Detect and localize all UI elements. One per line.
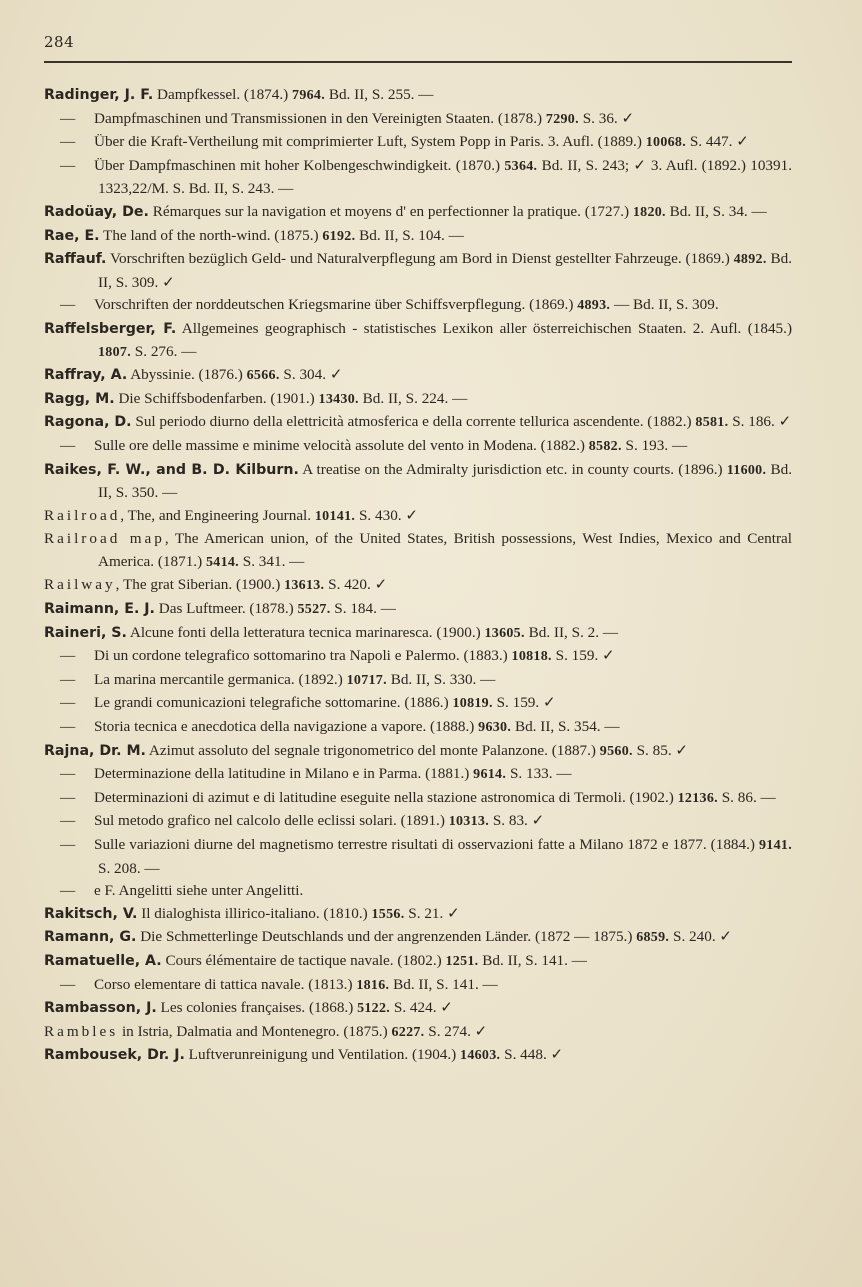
entry-catalog-number: 6859. bbox=[636, 930, 670, 946]
ditto-dash: — bbox=[60, 109, 76, 127]
entry-reference: Bd. II, S. 104. — bbox=[355, 226, 464, 244]
entry-reference: S. 304. ✓ bbox=[279, 366, 343, 384]
entry-title: Vorschriften der norddeutschen Kriegsmarine über Schiffsverpflegung. (1869.) bbox=[94, 296, 578, 314]
entry-reference: Bd. II, S. 224. — bbox=[358, 389, 468, 407]
entry-reference: S. 424. ✓ bbox=[390, 999, 454, 1017]
ditto-dash: — bbox=[60, 647, 76, 665]
catalog-entries bbox=[44, 84, 792, 1068]
entry-catalog-number: 14603. bbox=[460, 1048, 501, 1064]
entry-catalog-number: 13430. bbox=[318, 391, 359, 407]
entry-catalog-number: 1820. bbox=[632, 204, 666, 220]
entry-reference: S. 186. ✓ bbox=[728, 413, 792, 431]
entry-reference: Bd. II, S. 309. ✓ bbox=[98, 250, 792, 291]
catalog-entry bbox=[44, 248, 792, 294]
catalog-subentry bbox=[44, 294, 792, 318]
entry-reference: S. 274. ✓ bbox=[424, 1022, 488, 1040]
catalog-entry bbox=[44, 388, 792, 412]
entry-reference: S. 159. ✓ bbox=[551, 647, 615, 665]
entry-title: Determinazioni di azimut e di latitudine eseguite nella stazione astronomica di Termoli. (1902.) bbox=[94, 788, 678, 806]
entry-author: Raikes, F. W., and B. D. Kilburn. bbox=[44, 461, 299, 478]
catalog-entry bbox=[44, 318, 792, 364]
entry-catalog-number: 5527. bbox=[297, 602, 331, 618]
entry-title: Sul periodo diurno della elettricità atmosferica e della corrente tellurica ascendente. (1882.) bbox=[131, 413, 696, 431]
entry-author: Ragona, D. bbox=[44, 414, 132, 431]
entry-reference: S. 420. ✓ bbox=[324, 576, 388, 594]
entry-title: in Istria, Dalmatia and Montenegro. (1875.) bbox=[118, 1022, 392, 1040]
entry-title: Sulle ore delle massime e minime velocità assolute del vento in Modena. (1882.) bbox=[94, 436, 589, 454]
catalog-subentry bbox=[44, 974, 792, 998]
entry-reference: Bd. II, S. 34. — bbox=[665, 202, 767, 220]
entry-author: Radoüay, De. bbox=[44, 203, 149, 220]
entry-author: Ramann, G. bbox=[44, 929, 137, 946]
entry-catalog-number: 8582. bbox=[588, 438, 622, 454]
entry-title: e F. Angelitti siehe unter bbox=[94, 882, 246, 900]
entry-author: Raffelsberger, F. bbox=[44, 320, 177, 337]
entry-reference: S. 448. ✓ bbox=[500, 1046, 564, 1064]
entry-title: Rémarques sur la navigation et moyens d' en perfectionner la pratique. (1727.) bbox=[148, 202, 633, 220]
entry-keyword: Railroad bbox=[44, 506, 121, 524]
entry-title: Dampfmaschinen und Transmissionen in den Vereinigten Staaten. (1878.) bbox=[94, 109, 546, 127]
entry-catalog-number: 4892. bbox=[733, 252, 767, 268]
ditto-dash: — bbox=[60, 156, 76, 174]
entry-author: Rambousek, Dr. J. bbox=[44, 1047, 185, 1064]
entry-title: Azimut assoluto del segnale trigonometrico del monte Palanzone. (1887.) bbox=[145, 741, 600, 759]
catalog-subentry bbox=[44, 645, 792, 669]
catalog-entry bbox=[44, 997, 792, 1021]
entry-catalog-number: 9614. bbox=[473, 767, 507, 783]
catalog-entry bbox=[44, 528, 792, 574]
entry-title: Alcune fonti della letteratura tecnica marinaresca. (1900.) bbox=[126, 623, 485, 641]
entry-reference: Bd. II, S. 243; ✓ 3. Aufl. (1892.) 10391. 1323,22/M. S. Bd. II, S. 243. — bbox=[98, 156, 792, 198]
entry-title: Die Schiffsbodenfarben. (1901.) bbox=[114, 389, 319, 407]
entry-catalog-number: 10068. bbox=[645, 135, 687, 151]
entry-title: Luftverunreinigung und Ventilation. (1904.) bbox=[184, 1046, 461, 1064]
entry-catalog-number: 10818. bbox=[511, 649, 552, 665]
entry-catalog-number: 7964. bbox=[292, 88, 326, 103]
entry-title: Das Luftmeer. (1878.) bbox=[154, 600, 298, 618]
entry-reference: Bd. II, S. 2. — bbox=[524, 623, 619, 641]
ditto-dash: — bbox=[60, 975, 76, 993]
entry-catalog-number: 1251. bbox=[445, 953, 479, 969]
entry-reference: Bd. II, S. 141. — bbox=[478, 951, 587, 969]
ditto-dash: — bbox=[60, 694, 76, 712]
entry-title: Abyssinie. (1876.) bbox=[127, 366, 247, 384]
catalog-entry bbox=[44, 740, 792, 764]
entry-reference: S. 208. — bbox=[98, 859, 160, 877]
entry-title: La marina mercantile germanica. (1892.) bbox=[94, 670, 347, 688]
entry-title: The land of the north-wind. (1875.) bbox=[99, 226, 323, 244]
catalog-entry bbox=[44, 598, 792, 622]
entry-keyword: Railroad map bbox=[44, 530, 165, 548]
entry-author: Rambasson, J. bbox=[44, 1000, 157, 1017]
catalog-entry bbox=[44, 1044, 792, 1068]
entry-title: Di un cordone telegrafico sottomarino tra Napoli e Palermo. (1883.) bbox=[94, 647, 512, 665]
entry-crossref: Angelitti. bbox=[245, 882, 304, 900]
entry-title: Sul metodo grafico nel calcolo delle eclissi solari. (1891.) bbox=[94, 812, 449, 830]
entry-title: Storia tecnica e anecdotica della navigazione a vapore. (1888.) bbox=[94, 718, 479, 736]
entry-catalog-number: 6566. bbox=[246, 368, 280, 384]
ditto-dash: — bbox=[60, 788, 76, 806]
entry-catalog-number: 10717. bbox=[346, 672, 387, 688]
entry-reference: S. 341. — bbox=[238, 552, 305, 570]
entry-reference: S. 447. ✓ bbox=[686, 133, 749, 151]
entry-author: Ramatuelle, A. bbox=[44, 952, 162, 969]
entry-author: Radinger, J. F. bbox=[44, 87, 154, 103]
ditto-dash: — bbox=[60, 882, 76, 900]
ditto-dash: — bbox=[60, 133, 76, 151]
entry-catalog-number: 12136. bbox=[677, 790, 718, 806]
entry-reference: S. 86. — bbox=[717, 788, 776, 806]
entry-catalog-number: 5414. bbox=[205, 554, 239, 570]
entry-title: Sulle variazioni diurne del magnetismo terrestre risultati di osservazioni fatte a Milano 1872 e 1877. (1884.) bbox=[94, 836, 759, 853]
entry-catalog-number: 4893. bbox=[577, 298, 611, 314]
catalog-entry bbox=[44, 574, 792, 598]
ditto-dash: — bbox=[60, 812, 76, 830]
ditto-dash: — bbox=[60, 718, 76, 736]
catalog-subentry bbox=[44, 435, 792, 459]
entry-catalog-number: 5364. bbox=[504, 158, 538, 174]
entry-title: Il dialoghista illirico-italiano. (1810.) bbox=[137, 904, 372, 922]
catalog-entry bbox=[44, 622, 792, 646]
entry-title: Les colonies françaises. (1868.) bbox=[156, 999, 358, 1017]
catalog-entry bbox=[44, 1021, 792, 1045]
catalog-subentry bbox=[44, 716, 792, 740]
catalog-entry bbox=[44, 505, 792, 529]
entry-author: Rae, E. bbox=[44, 227, 100, 244]
entry-title: Determinazione della latitudine in Milano e in Parma. (1881.) bbox=[94, 765, 474, 783]
entry-reference: Bd. II, S. 330. — bbox=[386, 670, 496, 688]
entry-reference: S. 85. ✓ bbox=[632, 741, 689, 759]
entry-title: Über Dampfmaschinen mit hoher Kolbengeschwindigkeit. (1870.) bbox=[94, 156, 505, 174]
entry-title: Dampfkessel. (1874.) bbox=[153, 86, 293, 103]
catalog-entry bbox=[44, 364, 792, 388]
entry-catalog-number: 10313. bbox=[448, 814, 490, 830]
header-rule bbox=[44, 61, 792, 63]
entry-catalog-number: 9560. bbox=[599, 743, 633, 759]
entry-title: Die Schmetterlinge Deutschlands und der angrenzenden Länder. (1872 — 1875.) bbox=[136, 928, 637, 946]
ditto-dash: — bbox=[60, 836, 76, 853]
entry-reference: S. 133. — bbox=[506, 765, 572, 783]
entry-author: Raffauf. bbox=[44, 251, 107, 268]
catalog-entry bbox=[44, 411, 792, 435]
entry-author: Ragg, M. bbox=[44, 390, 115, 407]
entry-title: Le grandi comunicazioni telegrafiche sottomarine. (1886.) bbox=[94, 694, 453, 712]
entry-catalog-number: 6192. bbox=[322, 228, 356, 244]
entry-author: Raimann, E. J. bbox=[44, 601, 155, 618]
entry-title: A treatise on the Admiralty jurisdiction etc. in county courts. (1896.) bbox=[298, 460, 727, 478]
entry-title: Vorschriften bezüglich Geld- und Naturalverpflegung am Bord in Dienst gestellter Fahrzeuge. (1869.) bbox=[106, 250, 734, 268]
catalog-subentry bbox=[44, 131, 792, 155]
entry-title: , The, and Engineering Journal. bbox=[120, 506, 315, 524]
catalog-entry bbox=[44, 950, 792, 974]
catalog-entry bbox=[44, 84, 792, 108]
entry-author: Rakitsch, V. bbox=[44, 905, 138, 922]
entry-catalog-number: 10819. bbox=[452, 696, 493, 712]
entry-title: Cours élémentaire de tactique navale. (1802.) bbox=[161, 951, 446, 969]
catalog-entry bbox=[44, 903, 792, 927]
ditto-dash: — bbox=[60, 765, 76, 783]
entry-reference: S. 240. ✓ bbox=[669, 928, 733, 946]
entry-keyword: Railway bbox=[44, 576, 116, 594]
page-number: 284 bbox=[44, 33, 75, 51]
catalog-subentry bbox=[44, 763, 792, 787]
entry-title: Über die Kraft-Vertheilung mit comprimierter Luft, System Popp in Paris. 3. Aufl. (1889.) bbox=[94, 133, 646, 151]
entry-author: Raffray, A. bbox=[44, 367, 128, 384]
entry-catalog-number: 10141. bbox=[314, 508, 356, 524]
catalog-subentry bbox=[44, 108, 792, 132]
catalog-entry bbox=[44, 225, 792, 249]
entry-catalog-number: 13613. bbox=[284, 578, 325, 594]
entry-title: , The American union, of the United States, British possessions, West Indies, Mexico and Central America. (1871.) bbox=[98, 530, 792, 570]
entry-reference: Bd. II, S. 350. — bbox=[98, 460, 793, 502]
catalog-subentry bbox=[44, 810, 792, 834]
entry-catalog-number: 1807. bbox=[98, 344, 131, 360]
entry-catalog-number: 6227. bbox=[391, 1024, 425, 1040]
catalog-entry bbox=[44, 201, 792, 225]
entry-title: Corso elementare di tattica navale. (1813.) bbox=[94, 975, 357, 993]
entry-catalog-number: 7290. bbox=[545, 111, 579, 127]
entry-keyword: Rambles bbox=[44, 1022, 119, 1040]
catalog-subentry bbox=[44, 787, 792, 811]
catalog-subentry bbox=[44, 669, 792, 693]
entry-author: Raineri, S. bbox=[44, 624, 127, 641]
entry-reference: S. 21. ✓ bbox=[404, 904, 460, 922]
catalog-entry bbox=[44, 459, 792, 505]
entry-title: Allgemeines geographisch - statistisches Lexikon aller österreichischen Staaten. 2. Aufl. (1845.) bbox=[176, 319, 792, 337]
ditto-dash: — bbox=[60, 436, 76, 454]
entry-catalog-number: 1816. bbox=[356, 977, 390, 993]
entry-author: Rajna, Dr. M. bbox=[44, 742, 146, 759]
entry-catalog-number: 5122. bbox=[357, 1001, 391, 1017]
entry-catalog-number: 8581. bbox=[695, 415, 729, 431]
entry-reference: Bd. II, S. 255. — bbox=[325, 86, 434, 103]
catalog-subentry bbox=[44, 155, 792, 201]
entry-reference: Bd. II, S. 354. — bbox=[511, 718, 620, 736]
entry-title: , The grat Siberian. (1900.) bbox=[115, 576, 285, 594]
catalog-subentry bbox=[44, 880, 792, 903]
catalog-entry bbox=[44, 926, 792, 950]
entry-reference: S. 184. — bbox=[330, 600, 396, 618]
catalog-subentry bbox=[44, 834, 792, 880]
entry-catalog-number: 9630. bbox=[478, 720, 512, 736]
entry-reference: Bd. II, S. 141. — bbox=[389, 975, 498, 993]
entry-reference: S. 276. — bbox=[131, 342, 197, 360]
entry-reference: S. 159. ✓ bbox=[492, 694, 556, 712]
entry-catalog-number: 1556. bbox=[371, 906, 405, 922]
catalog-subentry bbox=[44, 692, 792, 716]
entry-catalog-number: 13605. bbox=[484, 625, 525, 641]
entry-reference: S. 83. ✓ bbox=[489, 812, 545, 830]
entry-catalog-number: 11600. bbox=[726, 462, 767, 478]
entry-reference: S. 193. — bbox=[621, 436, 688, 454]
entry-reference: — Bd. II, S. 309. bbox=[610, 296, 719, 314]
entry-reference: S. 36. ✓ bbox=[578, 109, 635, 127]
ditto-dash: — bbox=[60, 296, 76, 314]
ditto-dash: — bbox=[60, 670, 76, 688]
entry-reference: S. 430. ✓ bbox=[355, 506, 419, 524]
entry-catalog-number: 9141. bbox=[759, 838, 792, 853]
